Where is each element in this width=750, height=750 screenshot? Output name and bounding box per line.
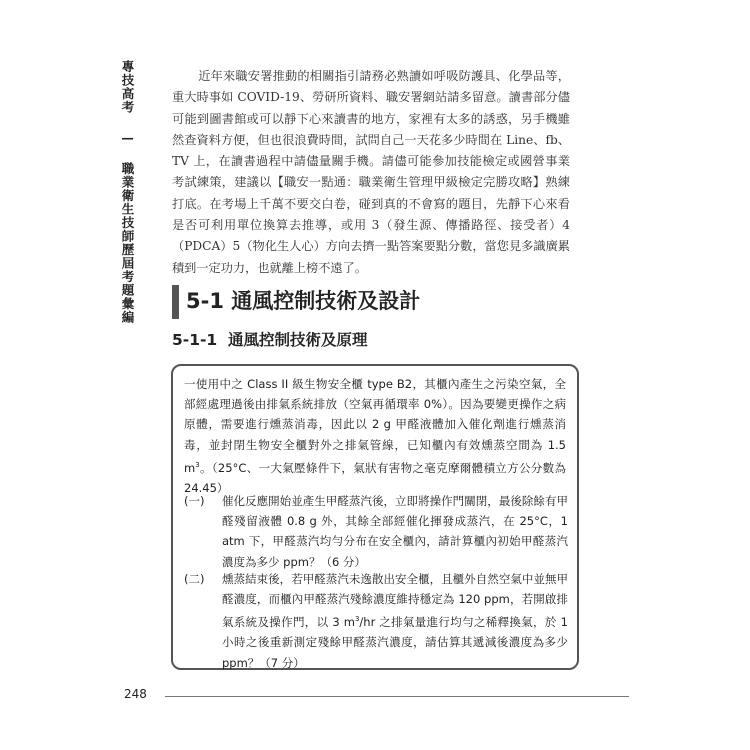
question-part-1-label: (一) — [184, 494, 205, 508]
question-part-2-label: (二) — [184, 572, 205, 586]
question-part-1-text: 催化反應開始並產生甲醛蒸汽後，立即將操作門關閉，最後除餘有甲醛殘留液體 0.8 g 外，其餘全部經催化揮發成蒸汽，在 25°C，1 atm 下，甲醛蒸汽均勻分布在安全櫃內，請計算櫃內初始甲醛蒸汽濃度為多少 ppm？（6 分） — [222, 494, 568, 569]
question-stem-superscript: 3 — [195, 460, 200, 469]
footer-rule — [165, 696, 629, 697]
question-part-2 — [184, 569, 568, 673]
question-stem-text: 一使用中之 Class II 級生物安全櫃 type B2，其櫃內產生之污染空氣，全部經處理過後由排氣系統排放（空氣再循環率 0%）。因為要變更操作之病原體，需要進行燻蒸消毒，因此以 2 g 甲醛液體加入催化劑進行燻蒸消毒，並封閉生物安全櫃對外之排氣管線，已知櫃內有效燻蒸空間為 1.5 m — [184, 377, 566, 475]
section-title: 5-1 通風控制技術及設計 — [186, 289, 421, 313]
exam-question-box — [171, 364, 579, 670]
subsection-heading — [172, 327, 368, 353]
intro-text: 近年來職安署推動的相關指引請務必熟讀如呼吸防護具、化學品等，重大時事如 COVID-19、勞研所資料、職安署網站請多留意。讀書部分儘可能到圖書館或可以靜下心來讀書的地方，家裡有太多的誘惑，另手機雖然查資料方便，但也很浪費時間，試問自己一天花多少時間在 Line、fb、TV 上，在讀書過程中請儘量關手機。請儘可能參加技能檢定或國營事業考試練策，建議以【職安一點通：職業衛生管理甲級檢定完勝攻略】熟練打底。在考場上千萬不要交白卷，碰到真的不會寫的題目，先靜下心來看是否可利用單位換算去推導，或用 3（發生源、傳播路徑、接受者）4（PDCA）5（物化生人心）方向去擠一點答案要點分數，當您見多識廣累積到一定功力，也就離上榜不遠了。 — [172, 69, 570, 275]
question-part-2-text-b: /hr 之排氣量進行均勻之稀釋換氣，於 1 小時之後重新測定殘餘甲醛蒸汽濃度，請估算其遞減後濃度為多少 ppm？（7 分） — [222, 615, 568, 670]
question-part-2-superscript: 3 — [354, 615, 360, 624]
section-heading-bar — [172, 285, 179, 319]
question-part-1 — [184, 491, 568, 572]
question-part-2-text — [222, 569, 568, 673]
page-number: 248 — [124, 687, 147, 701]
question-stem — [184, 374, 566, 498]
question-stem-text-cont: 。（25°C、一大氣壓條件下，氣狀有害物之毫克摩爾體積立方公分數為 24.45） — [184, 460, 566, 495]
subsection-title: 通風控制技術及原理 — [228, 331, 368, 349]
intro-paragraph — [172, 66, 570, 279]
question-part-2-text-a: 燻蒸結束後，若甲醛蒸汽未逸散出安全櫃，且櫃外自然空氣中並無甲醛濃度，而櫃內甲醛蒸汽殘餘濃度維持穩定為 120 ppm，若開啟排氣系統及操作門，以 3 m — [222, 572, 568, 630]
running-header-book-title: 專技高考 — 職業衛生技師歷屆考題彙編 — [120, 60, 135, 324]
subsection-number: 5-1-1 — [172, 331, 218, 349]
